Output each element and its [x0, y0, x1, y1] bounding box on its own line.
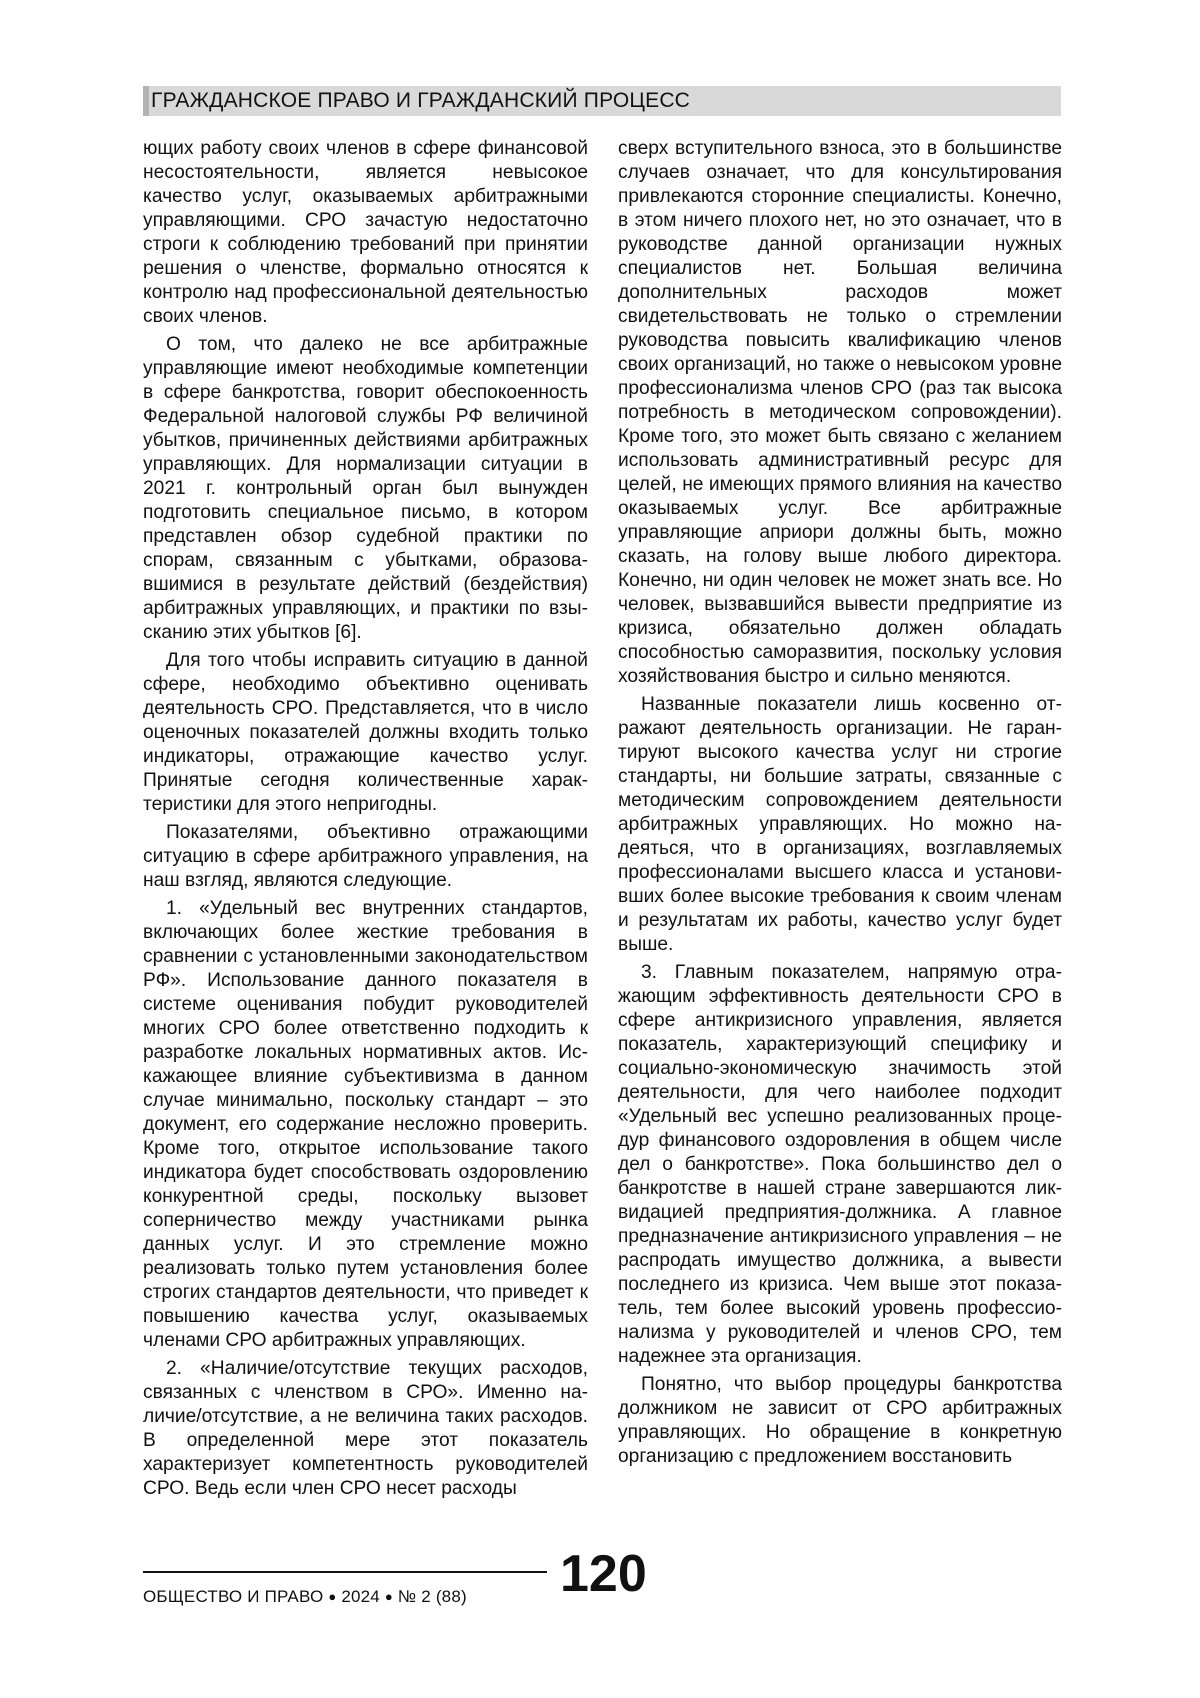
paragraph: 3. Главным показателем, напрямую отражающим эффективность деятельности СРО в сфере антикризисного управления, является показатель, характеризующий специфику и социально-экономическую значимость этой деятельности, для чего наиболее подходит «Удельный вес успешно реализованных процедур финансового оздоровления в общем числе дел о банкротстве». Пока большинство дел о банкротстве в нашей стране завершаются ликвидацией предприятия-должника. А главное предназначение антикризисного управления – не распродать имущество должника, а вывести последнего из кризиса. Чем выше этот показатель, тем более высокий уровень профессионализма у руководителей и членов СРО, тем надежнее эта организация.: [618, 962, 1062, 1367]
paragraph: Показателями, объективно отражающими ситуацию в сфере арбитражного управления, на наш взгляд, являются следующие.: [143, 822, 588, 891]
paragraph: О том, что далеко не все арбитражные управляющие имеют необходимые компетенции в сфере банкротства, говорит обеспокоенность Федеральной налоговой службы РФ величиной убытков, причиненных действиями арбитражных управляющих. Для нормализации ситуации в 2021 г. контрольный орган был вынужден подготовить специальное письмо, в котором представлен обзор судебной практики по спорам, связанным с убытками, образовавшимися в результате действий (бездействия) арбитражных управляющих, и практики по взысканию этих убытков [6].: [143, 334, 588, 643]
journal-citation: [143, 1586, 467, 1608]
paragraph: сверх вступительного взноса, это в большинстве случаев означает, что для консультирования привлекаются сторонние специалисты. Конечно, в этом ничего плохого нет, но это означает, что в руководстве данной организации нужных специалистов нет. Большая величина дополнительных расходов может свидетельствовать не только о стремлении руководства повысить квалификацию членов своих организаций, но также о невысоком уровне профессионализма членов СРО (раз так высока потребность в методическом сопровождении). Кроме того, это может быть связано с желанием использовать административный ресурс для целей, не имеющих прямого влияния на качество оказываемых услуг. Все арбитражные управляющие априори должны быть, можно сказать, на голову выше любого директора. Конечно, ни один человек не может знать все. Но человек, вызвавшийся вывести предприятие из кризиса, обязательно должен обладать способностью саморазвития, поскольку условия хозяйствования быстро и сильно меняются.: [618, 138, 1062, 687]
bullet-separator: ●: [328, 1589, 337, 1604]
paragraph: Для того чтобы исправить ситуацию в данной сфере, необходимо объективно оценивать деятельность СРО. Представляется, что в число оценочных показателей должны входить только индикаторы, отражающие качество услуг. Принятые сегодня количественные характеристики для этого непригодны.: [143, 650, 588, 815]
footer-rule: [143, 1571, 547, 1573]
journal-issue: № 2 (88): [397, 1587, 467, 1606]
right-column: [618, 137, 1062, 1507]
paragraph: Названные показатели лишь косвенно отражают деятельность организации. Не гарантируют высокого качества услуг ни строгие стандарты, ни большие затраты, связанные с методическим сопровождением деятельности арбитражных управляющих. Но можно надеяться, что в организациях, возглавляемых профессионалами высшего класса и установивших более высокие требования к своим членам и результатам их работы, качество услуг будет выше.: [618, 694, 1062, 955]
paragraph: ющих работу своих членов в сфере финансовой несостоятельности, является невысокое качество услуг, оказываемых арбитражными управляющими. СРО зачастую недостаточно строги к соблюдению требований при принятии решения о членстве, формально относятся к контролю над профессиональной деятельностью своих членов.: [143, 138, 588, 327]
paragraph: 2. «Наличие/отсутствие текущих расходов, связанных с членством в СРО». Именно наличие/отсутствие, а не величина таких расходов. В определенной мере этот показатель характеризует компетентность руководителей СРО. Ведь если член СРО несет расходы: [143, 1358, 588, 1499]
left-column: [143, 137, 588, 1507]
page-number: 120: [560, 1545, 647, 1603]
journal-year: 2024: [341, 1587, 380, 1606]
bullet-separator: ●: [384, 1589, 393, 1604]
paragraph: 1. «Удельный вес внутренних стандартов, включающих более жесткие требования в сравнении с установленными законодательством РФ». Использование данного показателя в системе оценивания побудит руководителей многих СРО более ответственно подходить к разработке локальных нормативных актов. Искажающее влияние субъективизма в данном случае минимально, поскольку стандарт – это документ, его содержание несложно проверить. Кроме того, открытое использование такого индикатора будет способствовать оздоровлению конкурентной среды, поскольку вызовет соперничество между участниками рынка данных услуг. И это стремление можно реализовать только путем установления более строгих стандартов деятельности, что приведет к повышению качества услуг, оказываемых членами СРО арбитражных управляющих.: [143, 898, 588, 1351]
paragraph: Понятно, что выбор процедуры банкротства должником не зависит от СРО арбитражных управляющих. Но обращение в конкретную организацию с предложением восстановить: [618, 1374, 1062, 1467]
section-header-title: ГРАЖДАНСКОЕ ПРАВО И ГРАЖДАНСКИЙ ПРОЦЕСС: [151, 89, 691, 112]
journal-name: ОБЩЕСТВО И ПРАВО: [143, 1587, 324, 1606]
